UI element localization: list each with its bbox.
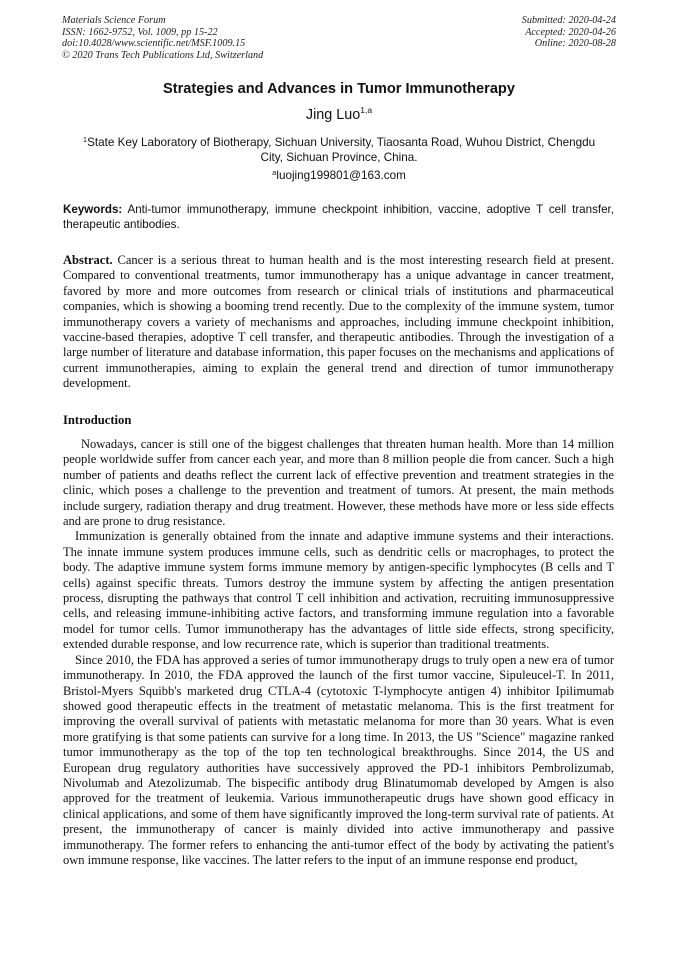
author-name: Jing Luo [305,107,361,123]
paragraph: Since 2010, the FDA has approved a series of tumor immunotherapy drugs to truly open a new era of tumor immunotherapy. In 2010, the FDA approved the launch of the first tumor vaccine, Sipuleucel-T. In 2011, Bristol-Myers Squibb's marketed drug CTLA-4 (cytotoxic T-lymphocyte antigen 4) inhibitor Ipilimumab showed good therapeutic effects in the treatment of metastatic melanoma. This is the first treatment for improving the overall survival of patients with metastatic melanoma for more than 30 years. What is even more gratifying is that some patients can survive for a long time. In 2013, the US "Science" magazine ranked tumor immunotherapy as the top of the top ten technological breakthroughs. Since 2014, the US and European drug regulatory authorities have successively approved the PD-1 inhibitors Pembrolizumab, Nivolumab and Atezolizumab. The bispecific antibody drug Blinatumomab developed by Amgen is also approved for the treatment of leukemia. Various immunotherapeutic drugs have shown good efficacy in clinical applications, and some of them have significantly improved the long-term survival rate of patients. At present, the immunotherapy of cancer is mainly divided into active immunotherapy and passive immunotherapy. The former refers to enhancing the anti-tumor effect of the body by activating the patient's own immune response, like vaccines. The latter refers to the input of an immune response end product, [63,652,614,867]
introduction-body [63,437,614,868]
paragraph: Immunization is generally obtained from the innate and adaptive immune systems and their interactions. The innate immune system produces immune cells, such as dendritic cells or macrophages, to protect the body. The adaptive immune system forms immune memory by antigen-specific lymphocytes (B cells and T cells) against specific threats. Tumors destroy the immune system by affecting the antigen presentation process, disrupting the pathways that control T cell inhibition and activation, recruiting immunosuppressive cells, and releasing immune-inhibiting active factors, and transforming immune regulation into a favorable model for tumor cells. Tumor immunotherapy has the advantages of little side effects, strong specificity, extended durable response, and low recurrence rate, which is superior than traditional treatments. [63,529,614,652]
journal-doi[interactable]: doi:10.4028/www.scientific.net/MSF.1009.15 [62,38,246,50]
journal-issn: ISSN: 1662-9752, Vol. 1009, pp 15-22 [62,26,218,38]
keywords-section [63,202,614,232]
introduction-heading: Introduction [63,413,132,427]
author-line [0,105,678,123]
journal-name: Materials Science Forum [62,15,166,26]
keywords-label: Keywords: [63,203,123,216]
keywords-text: Anti-tumor immunotherapy, immune checkpoint inhibition, vaccine, adoptive T cell transfer, therapeutic antibodies. [63,203,614,232]
paper-title: Strategies and Advances in Tumor Immunotherapy [163,81,515,97]
affiliation [80,132,598,165]
author-affiliation-marker: 1,a [360,105,373,115]
abstract-text: Cancer is a serious threat to human health and is the most interesting research field at present. Compared to conventional treatments, tumor immunotherapy has a unique advantage in cancer treatment, favored by more and more outcomes from research or clinical trials of institutions and pharmaceutical companies, which is showing a booming trend recently. Due to the complexity of the immune system, tumor immunotherapy covers a variety of mechanisms and approaches, including immune checkpoint inhibition, vaccine-based therapies, adoptive T cell transfer, and therapeutic antibodies. Through the investigation of a large number of literature and database information, this paper focuses on the mechanisms and applications of current immunotherapies, aiming to explain the general trend and direction of tumor immunotherapy development. [63,253,614,391]
email-address[interactable]: luojing199801@163.com [276,169,406,182]
date-online: Online: 2020-08-28 [534,38,616,50]
author-email [0,168,678,182]
date-accepted: Accepted: 2020-04-26 [525,26,616,38]
abstract-label: Abstract. [63,253,113,267]
abstract-section [63,253,614,392]
affiliation-text: State Key Laboratory of Biotherapy, Sichuan University, Tiaosanta Road, Wuhou District, Chengdu City, Sichuan Province, China. [87,136,596,164]
journal-copyright: © 2020 Trans Tech Publications Ltd, Switzerland [62,49,264,61]
journal-info [62,15,263,61]
affiliation-marker: 1 [82,135,88,144]
paragraph: Nowadays, cancer is still one of the biggest challenges that threaten human health. More than 14 million people worldwide suffer from cancer each year, and more than 8 million people die from cancer. Such a high number of patients and deaths reflect the current lack of effective prevention and treatment strategies in the clinic, which poses a challenge to the prevention and treatment of tumors. At present, the main methods include surgery, radiation therapy and drug treatment. However, these methods have more or less side effects and are prone to drug resistance. [63,437,614,529]
email-marker: a [272,168,277,177]
date-submitted: Submitted: 2020-04-24 [521,15,616,26]
publication-dates [522,15,616,50]
